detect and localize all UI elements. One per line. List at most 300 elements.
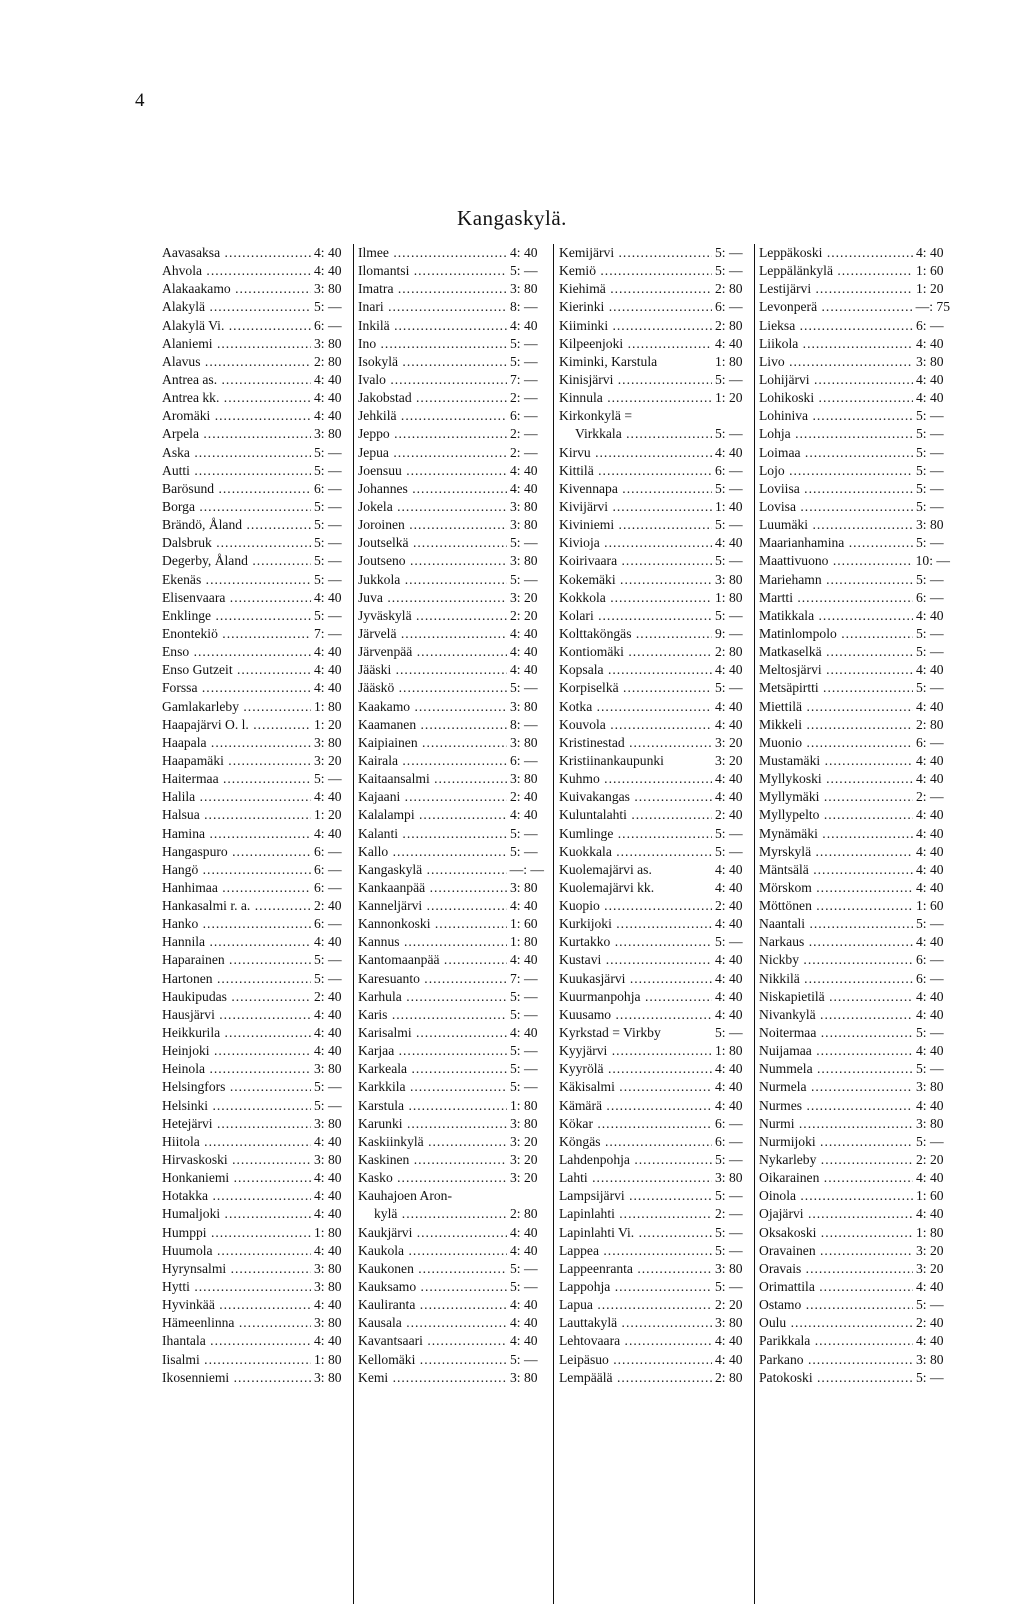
table-row xyxy=(162,843,348,861)
place-name: Kemi ..... xyxy=(358,1369,507,1387)
fare-value: 4: 40 xyxy=(913,607,950,625)
fare-value: 3: 80 xyxy=(311,425,348,443)
table-row xyxy=(358,1133,544,1151)
table-row xyxy=(759,280,950,298)
table-row xyxy=(162,1314,348,1332)
place-name: Kopsala ..... xyxy=(559,661,712,679)
table-row xyxy=(759,498,950,516)
place-name: Gamlakarleby ..... xyxy=(162,698,311,716)
table-row xyxy=(162,1115,348,1133)
fare-value: 5: — xyxy=(507,988,544,1006)
table-row xyxy=(559,444,749,462)
place-name: Karjaa ..... xyxy=(358,1042,507,1060)
fare-value: 4: 40 xyxy=(507,625,544,643)
table-row xyxy=(759,1296,950,1314)
table-row xyxy=(759,1224,950,1242)
table-row xyxy=(559,1133,749,1151)
fare-value: 4: 40 xyxy=(507,806,544,824)
fare-value: 5: — xyxy=(311,498,348,516)
fare-value: 4: 40 xyxy=(311,1332,348,1350)
fare-value: 4: 40 xyxy=(913,770,950,788)
place-name: Brändö, Åland ..... xyxy=(162,516,311,534)
table-row xyxy=(358,317,544,335)
fare-value: 3: 80 xyxy=(712,1260,749,1278)
fare-value: 3: 80 xyxy=(913,1078,950,1096)
table-row xyxy=(559,825,749,843)
table-row xyxy=(162,897,348,915)
place-name: Haparainen ..... xyxy=(162,951,311,969)
table-row xyxy=(759,933,950,951)
fare-value: 5: — xyxy=(913,534,950,552)
place-name: Matkaselkä ..... xyxy=(759,643,913,661)
fare-value: 5: — xyxy=(712,1024,749,1042)
table-row xyxy=(759,1242,950,1260)
place-name: Jääski ..... xyxy=(358,661,507,679)
place-name: Kolari ..... xyxy=(559,607,712,625)
place-name: Kiminki, Karstula xyxy=(559,353,658,369)
fare-value: 5: — xyxy=(913,1133,950,1151)
place-name: Alavus ..... xyxy=(162,353,311,371)
fare-value: 7: — xyxy=(311,625,348,643)
place-name: Enso Gutzeit ..... xyxy=(162,661,311,679)
place-name: Lempäälä ..... xyxy=(559,1369,712,1387)
table-row xyxy=(759,1260,950,1278)
place-name: Käkisalmi ..... xyxy=(559,1078,712,1096)
place-name: Maattivuono ..... xyxy=(759,552,913,570)
table-row xyxy=(358,861,544,879)
fare-value xyxy=(507,1187,544,1205)
fare-value: 3: 80 xyxy=(311,1314,348,1332)
place-name: Kuolemajärvi as. xyxy=(559,861,652,877)
table-row xyxy=(759,534,950,552)
fare-value: 6: — xyxy=(507,752,544,770)
fare-value: 4: 40 xyxy=(507,480,544,498)
table-row xyxy=(759,244,950,262)
table-row xyxy=(162,806,348,824)
table-row xyxy=(358,244,544,262)
table-row xyxy=(162,407,348,425)
table-row xyxy=(162,1042,348,1060)
fare-value: 5: — xyxy=(507,353,544,371)
place-name: Heikkurila ..... xyxy=(162,1024,311,1042)
place-name: Nikkilä ..... xyxy=(759,970,913,988)
place-name: Kierinki ..... xyxy=(559,298,712,316)
fare-value: 4: 40 xyxy=(712,951,749,969)
table-row xyxy=(759,1006,950,1024)
table-row xyxy=(559,679,749,697)
table-row xyxy=(162,1242,348,1260)
place-name: Kittilä ..... xyxy=(559,462,712,480)
table-row xyxy=(162,317,348,335)
place-name: Myllymäki ..... xyxy=(759,788,913,806)
place-name: Niskapietilä ..... xyxy=(759,988,913,1006)
fare-value: 5: — xyxy=(311,607,348,625)
fare-value: 2: — xyxy=(507,444,544,462)
table-row xyxy=(358,970,544,988)
place-name: Jehkilä ..... xyxy=(358,407,507,425)
table-row xyxy=(559,1242,749,1260)
table-row xyxy=(759,389,950,407)
place-name: Ahvola ..... xyxy=(162,262,311,280)
table-row xyxy=(162,1369,348,1387)
fare-value: 7: — xyxy=(507,970,544,988)
table-row xyxy=(759,970,950,988)
table-row xyxy=(358,371,544,389)
place-name: Karstula ..... xyxy=(358,1097,507,1115)
fare-value: 6: — xyxy=(913,589,950,607)
place-name: Hotakka ..... xyxy=(162,1187,311,1205)
fare-value: 4: 40 xyxy=(311,371,348,389)
fare-value: 4: 40 xyxy=(311,1205,348,1223)
table-row xyxy=(759,770,950,788)
place-name: Myrskylä ..... xyxy=(759,843,913,861)
place-name: Lovisa ..... xyxy=(759,498,913,516)
table-row xyxy=(162,698,348,716)
place-name: Koirivaara ..... xyxy=(559,552,712,570)
fare-value: 8: — xyxy=(507,716,544,734)
table-row xyxy=(358,1097,544,1115)
fare-value: 1: 60 xyxy=(913,262,950,280)
table-column-2 xyxy=(358,244,544,1387)
table-row xyxy=(759,607,950,625)
fare-value: 3: 80 xyxy=(507,516,544,534)
table-row xyxy=(759,1369,950,1387)
fare-value: 3: 20 xyxy=(712,734,749,752)
table-row xyxy=(559,1060,749,1078)
place-name: Alaniemi ..... xyxy=(162,335,311,353)
fare-value: 4: 40 xyxy=(712,1097,749,1115)
place-name: Nurmi ..... xyxy=(759,1115,913,1133)
table-row xyxy=(759,1024,950,1042)
fare-value: 2: 40 xyxy=(311,897,348,915)
table-row xyxy=(162,444,348,462)
table-row xyxy=(559,879,749,897)
fare-value: 2: — xyxy=(712,1205,749,1223)
place-name: Hanko ..... xyxy=(162,915,311,933)
fare-value: 4: 40 xyxy=(913,1169,950,1187)
fare-value: 4: 40 xyxy=(712,770,749,788)
fare-value: 1: 20 xyxy=(311,716,348,734)
place-name: Johannes ..... xyxy=(358,480,507,498)
place-name: Halsua ..... xyxy=(162,806,311,824)
place-name: Karkeala ..... xyxy=(358,1060,507,1078)
place-name: Kiehimä ..... xyxy=(559,280,712,298)
fare-value: 5: — xyxy=(712,262,749,280)
fare-value: 3: 80 xyxy=(507,1369,544,1387)
table-row xyxy=(162,298,348,316)
table-row xyxy=(559,389,749,407)
fare-value: 4: 40 xyxy=(712,534,749,552)
fare-value: 3: 20 xyxy=(507,1169,544,1187)
fare-value: 9: — xyxy=(712,625,749,643)
place-name: Kalanti ..... xyxy=(358,825,507,843)
fare-value: 3: 20 xyxy=(712,752,749,770)
fare-value: 5: — xyxy=(507,825,544,843)
place-name: Oravainen ..... xyxy=(759,1242,913,1260)
table-row xyxy=(162,262,348,280)
fare-value: 5: — xyxy=(507,262,544,280)
table-row xyxy=(759,752,950,770)
table-row xyxy=(559,317,749,335)
place-name: Haapala ..... xyxy=(162,734,311,752)
place-name: Hausjärvi ..... xyxy=(162,1006,311,1024)
place-name: Kauhajoen Aron- xyxy=(358,1188,452,1204)
fare-value: 4: 40 xyxy=(311,1169,348,1187)
place-name: Lohikoski ..... xyxy=(759,389,913,407)
place-name: Heinola ..... xyxy=(162,1060,311,1078)
place-name: Miettilä ..... xyxy=(759,698,913,716)
fare-value: 4: 40 xyxy=(913,1278,950,1296)
place-name: Joutselkä ..... xyxy=(358,534,507,552)
place-name: Kankaanpää ..... xyxy=(358,879,507,897)
table-row xyxy=(559,480,749,498)
table-row xyxy=(358,589,544,607)
fare-value: 3: 20 xyxy=(913,1260,950,1278)
place-name: kylä ..... xyxy=(358,1205,507,1223)
table-row xyxy=(759,951,950,969)
fare-value: 4: 40 xyxy=(311,407,348,425)
fare-value: 4: 40 xyxy=(311,1242,348,1260)
fare-value: 1: 80 xyxy=(712,1042,749,1060)
table-row xyxy=(162,1205,348,1223)
place-name: Kyyrölä ..... xyxy=(559,1060,712,1078)
fare-value: 5: — xyxy=(507,843,544,861)
fare-value: 5: — xyxy=(311,1097,348,1115)
place-name: Hytti ..... xyxy=(162,1278,311,1296)
fare-value: 5: — xyxy=(913,571,950,589)
fare-value: 5: — xyxy=(311,970,348,988)
place-name: Kurkijoki ..... xyxy=(559,915,712,933)
fare-value: 4: 40 xyxy=(507,951,544,969)
place-name: Degerby, Åland ..... xyxy=(162,552,311,570)
table-row xyxy=(559,933,749,951)
place-name: Kämärä ..... xyxy=(559,1097,712,1115)
table-row xyxy=(358,444,544,462)
fare-value: 4: 40 xyxy=(913,806,950,824)
table-row xyxy=(759,298,950,316)
fare-value: 7: — xyxy=(507,371,544,389)
column-divider xyxy=(754,244,755,1604)
fare-value: 3: 20 xyxy=(507,1133,544,1151)
place-name: Alakylä ..... xyxy=(162,298,311,316)
fare-value: 3: 80 xyxy=(311,734,348,752)
table-row xyxy=(559,1151,749,1169)
place-name: Lohiniva ..... xyxy=(759,407,913,425)
fare-value: 6: — xyxy=(712,1115,749,1133)
place-name: Nivankylä ..... xyxy=(759,1006,913,1024)
fare-value: —: — xyxy=(507,861,544,879)
fare-value: 6: — xyxy=(913,951,950,969)
table-row xyxy=(358,1205,544,1223)
table-row xyxy=(559,1115,749,1133)
place-name: Korpiselkä ..... xyxy=(559,679,712,697)
fare-value: 4: 40 xyxy=(712,444,749,462)
place-name: Karhula ..... xyxy=(358,988,507,1006)
table-column-3 xyxy=(559,244,749,1387)
fare-value: 5: — xyxy=(311,571,348,589)
table-row xyxy=(759,643,950,661)
place-name: Heinjoki ..... xyxy=(162,1042,311,1060)
place-name: Kiiminki ..... xyxy=(559,317,712,335)
table-row xyxy=(759,879,950,897)
table-row xyxy=(759,462,950,480)
fare-value: 4: 40 xyxy=(913,244,950,262)
table-row xyxy=(162,915,348,933)
table-row xyxy=(162,679,348,697)
fare-value: 5: — xyxy=(311,770,348,788)
table-row xyxy=(559,1024,749,1042)
fare-value: 4: 40 xyxy=(507,1332,544,1350)
place-name: Karisalmi ..... xyxy=(358,1024,507,1042)
table-row xyxy=(358,516,544,534)
place-name: Kokkola ..... xyxy=(559,589,712,607)
place-name: Virkkala ..... xyxy=(559,425,712,443)
fare-value: 4: 40 xyxy=(913,1205,950,1223)
table-row xyxy=(759,915,950,933)
fare-value: 4: 40 xyxy=(507,1296,544,1314)
fare-value: 3: 80 xyxy=(712,1314,749,1332)
fare-value: 4: 40 xyxy=(507,643,544,661)
fare-value: 4: 40 xyxy=(913,389,950,407)
place-name: Noitermaa ..... xyxy=(759,1024,913,1042)
table-row xyxy=(759,661,950,679)
fare-value: 3: 20 xyxy=(507,1151,544,1169)
place-name: Lieksa ..... xyxy=(759,317,913,335)
fare-value: 4: 40 xyxy=(913,335,950,353)
place-name: Hiitola ..... xyxy=(162,1133,311,1151)
table-row xyxy=(358,1296,544,1314)
place-name: Jeppo ..... xyxy=(358,425,507,443)
place-name: Joensuu ..... xyxy=(358,462,507,480)
fare-value: 3: 80 xyxy=(913,516,950,534)
place-name: Karunki ..... xyxy=(358,1115,507,1133)
table-row xyxy=(358,1332,544,1350)
fare-value: 3: 80 xyxy=(311,1115,348,1133)
fare-value: 5: — xyxy=(913,407,950,425)
rate-table xyxy=(162,244,950,1610)
table-row xyxy=(162,1060,348,1078)
table-row xyxy=(559,1260,749,1278)
place-name: Elisenvaara ..... xyxy=(162,589,311,607)
place-name: Jokela ..... xyxy=(358,498,507,516)
fare-value: 4: 40 xyxy=(507,1224,544,1242)
table-row xyxy=(559,988,749,1006)
table-row xyxy=(358,625,544,643)
table-row xyxy=(759,1133,950,1151)
table-row xyxy=(162,1169,348,1187)
table-row xyxy=(559,625,749,643)
fare-value: 5: — xyxy=(311,444,348,462)
fare-value: 3: 80 xyxy=(712,571,749,589)
table-row xyxy=(759,861,950,879)
table-row xyxy=(759,1332,950,1350)
fare-value: 6: — xyxy=(311,861,348,879)
fare-value: 2: — xyxy=(507,389,544,407)
table-row xyxy=(162,389,348,407)
table-row xyxy=(358,1224,544,1242)
table-row xyxy=(358,716,544,734)
table-row xyxy=(759,988,950,1006)
table-row xyxy=(759,444,950,462)
place-name: Lapua ..... xyxy=(559,1296,712,1314)
place-name: Kyrkstad = Virkby xyxy=(559,1025,661,1041)
fare-value: 3: 80 xyxy=(311,1260,348,1278)
place-name: Ilomantsi ..... xyxy=(358,262,507,280)
table-row xyxy=(559,1205,749,1223)
place-name: Kumlinge ..... xyxy=(559,825,712,843)
place-name: Alakaakamo ..... xyxy=(162,280,311,298)
place-name: Nurmela ..... xyxy=(759,1078,913,1096)
place-name: Jyväskylä ..... xyxy=(358,607,507,625)
table-row xyxy=(759,679,950,697)
place-name: Inkilä ..... xyxy=(358,317,507,335)
fare-value: 5: — xyxy=(712,679,749,697)
fare-value: 4: 40 xyxy=(311,1187,348,1205)
fare-value: 5: — xyxy=(712,425,749,443)
place-name: Kristinestad ..... xyxy=(559,734,712,752)
place-name: Kinnula ..... xyxy=(559,389,712,407)
table-row xyxy=(162,335,348,353)
fare-value: 5: — xyxy=(712,825,749,843)
column-divider xyxy=(353,244,354,1604)
place-name: Kemijärvi ..... xyxy=(559,244,712,262)
table-row xyxy=(162,516,348,534)
table-row xyxy=(559,534,749,552)
table-row xyxy=(358,335,544,353)
table-row xyxy=(358,480,544,498)
place-name: Lehtovaara ..... xyxy=(559,1332,712,1350)
fare-value: 5: — xyxy=(913,444,950,462)
table-row xyxy=(559,1169,749,1187)
table-row xyxy=(162,861,348,879)
fare-value: 1: 80 xyxy=(507,933,544,951)
place-name: Parkano ..... xyxy=(759,1351,913,1369)
table-row xyxy=(559,516,749,534)
fare-value: 3: 80 xyxy=(311,280,348,298)
place-name: Ostamo ..... xyxy=(759,1296,913,1314)
place-name: Ihantala ..... xyxy=(162,1332,311,1350)
fare-value: 4: 40 xyxy=(712,1078,749,1096)
place-name: Lohijärvi ..... xyxy=(759,371,913,389)
table-row xyxy=(358,1115,544,1133)
fare-value: 2: 80 xyxy=(712,1369,749,1387)
table-row xyxy=(759,516,950,534)
fare-value: 5: — xyxy=(712,933,749,951)
place-name: Kirvu ..... xyxy=(559,444,712,462)
fare-value: 3: 80 xyxy=(712,1169,749,1187)
fare-value: 4: 40 xyxy=(507,1314,544,1332)
fare-value: 1: 80 xyxy=(311,1224,348,1242)
fare-value: 3: 80 xyxy=(507,734,544,752)
place-name: Lahdenpohja ..... xyxy=(559,1151,712,1169)
table-row xyxy=(559,806,749,824)
place-name: Kausala ..... xyxy=(358,1314,507,1332)
table-row xyxy=(358,534,544,552)
place-name: Kallo ..... xyxy=(358,843,507,861)
place-name: Joroinen ..... xyxy=(358,516,507,534)
place-name: Kurtakko ..... xyxy=(559,933,712,951)
table-row xyxy=(162,1078,348,1096)
table-row xyxy=(358,1042,544,1060)
table-row xyxy=(358,1060,544,1078)
place-name: Meltosjärvi ..... xyxy=(759,661,913,679)
column-divider xyxy=(553,244,554,1604)
table-row xyxy=(162,1351,348,1369)
fare-value: 4: 40 xyxy=(913,988,950,1006)
table-row xyxy=(162,770,348,788)
fare-value: 4: 40 xyxy=(712,879,749,897)
fare-value: 5: — xyxy=(311,552,348,570)
